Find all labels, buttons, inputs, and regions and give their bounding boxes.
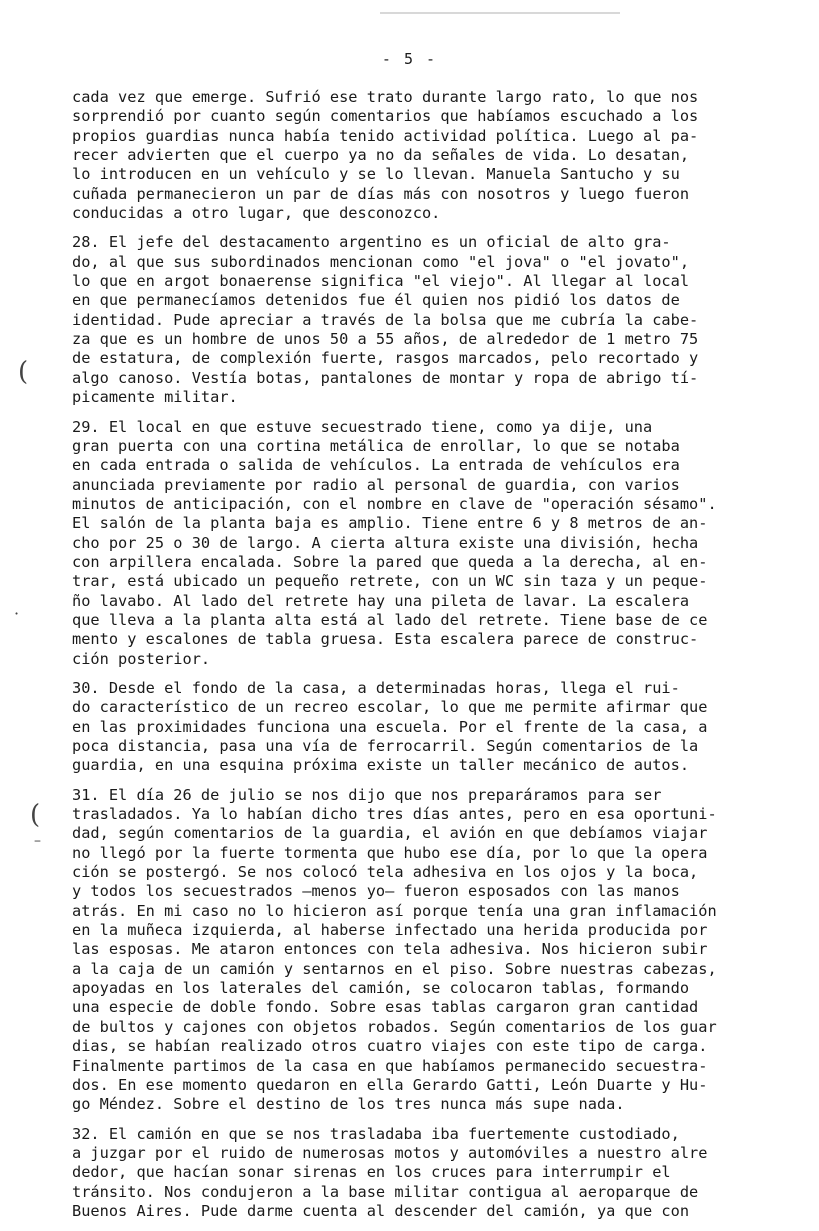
text-line: apoyadas en los laterales del camión, se colocaron tablas, formando [72,979,690,998]
text-line: ción se postergó. Se nos colocó tela adhesiva en los ojos y la boca, [72,863,699,882]
text-line: cuñada permanecieron un par de días más con nosotros y luego fueron [72,184,690,203]
text-line: go Méndez. Sobre el destino de los tres nunca más supe nada. [72,1095,625,1114]
text-line: conducidas a otro lugar, que desconozco. [72,204,441,223]
text-line: las esposas. Me ataron entonces con tela adhesiva. Nos hicieron subir [72,940,708,959]
text-line: de estatura, de complexión fuerte, rasgos marcados, pelo recortado y [72,349,699,368]
text-line: guardia, en una esquina próxima existe un taller mecánico de autos. [72,756,690,775]
text-line: propios guardias nunca había tenido actividad política. Luego al pa- [72,126,699,145]
text-line: una especie de doble fondo. Sobre esas tablas cargaron gran cantidad [72,998,699,1017]
text-line: lo introducen en un vehículo y se lo llevan. Manuela Santucho y su [72,165,680,184]
text-line: con arpillera encalada. Sobre la pared que queda a la derecha, al en- [72,552,708,571]
text-line: El salón de la planta baja es amplio. Tiene entre 6 y 8 metros de an- [72,514,708,533]
text-line: y todos los secuestrados —menos yo— fueron esposados con las manos [72,882,680,901]
text-line: do característico de un recreo escolar, lo que me permite afirmar que [72,698,708,717]
text-line: ción posterior. [72,649,211,668]
margin-dot-mark: · [14,604,20,623]
text-line: 30. Desde el fondo de la casa, a determinadas horas, llega el rui- [72,678,680,697]
text-line: 32. El camión en que se nos trasladaba iba fuertemente custodiado, [72,1124,680,1143]
paragraph [72,679,762,776]
text-line: dedor, que hacían sonar sirenas en los cruces para interrumpir el [72,1163,671,1182]
margin-dash-mark: – [34,833,41,849]
text-line: trar, está ubicado un pequeño retrete, con un WC sin taza y un peque- [72,572,708,591]
text-line: lo que en argot bonaerense significa "el viejo". Al llegar al local [72,272,690,291]
paragraph [72,88,762,223]
text-line: mento y escalones de tabla gruesa. Esta escalera parece de construc- [72,630,699,649]
text-line: algo canoso. Vestía botas, pantalones de montar y ropa de abrigo tí- [72,368,699,387]
scan-artifact [380,12,620,14]
text-line: a juzgar por el ruido de numerosas motos y automóviles a nuestro alre [72,1143,708,1162]
margin-bracket-mark: ( [30,800,41,830]
text-line: do, al que sus subordinados mencionan como "el jova" o "el jovato", [72,252,690,271]
paragraph [72,418,762,669]
margin-bracket-mark: ( [18,357,29,387]
text-line: Buenos Aires. Pude darme cuenta al descender del camión, ya que con [72,1201,690,1220]
text-line: a la caja de un camión y sentarnos en el piso. Sobre nuestras cabezas, [72,959,717,978]
text-line: trasladados. Ya lo habían dicho tres días antes, pero en esa oportuni- [72,805,717,824]
text-line: poca distancia, pasa una vía de ferrocarril. Según comentarios de la [72,737,699,755]
paragraph [72,786,762,1115]
text-line: cho por 25 o 30 de largo. A cierta altura existe una división, hecha [72,533,699,552]
text-line: dias, se habían realizado otros cuatro viajes con este tipo de carga. [72,1037,708,1056]
text-line: ño lavabo. Al lado del retrete hay una pileta de lavar. La escalera [72,591,690,610]
text-line: 29. El local en que estuve secuestrado tiene, como ya dije, una [72,417,653,436]
text-line: gran puerta con una cortina metálica de enrollar, lo que se notaba [72,436,680,455]
text-line: 31. El día 26 de julio se nos dijo que nos preparáramos para ser [72,785,662,804]
paragraph [72,1125,762,1222]
text-line: tránsito. Nos condujeron a la base militar contigua al aeroparque de [72,1182,699,1201]
text-line: dad, según comentarios de la guardia, el avión en que debíamos viajar [72,824,708,843]
text-line: cada vez que emerge. Sufrió ese trato durante largo rato, lo que nos [72,88,699,106]
text-line: za que es un hombre de unos 50 a 55 años, de alrededor de 1 metro 75 [72,330,699,349]
text-line: 28. El jefe del destacamento argentino es un oficial de alto gra- [72,233,671,252]
text-line: dos. En ese momento quedaron en ella Gerardo Gatti, León Duarte y Hu- [72,1075,708,1094]
text-line: en que permanecíamos detenidos fue él quien nos pidió los datos de [72,291,680,310]
page-number: - 5 - [381,50,438,68]
text-line: Finalmente partimos de la casa en que habíamos permanecido secuestra- [72,1056,708,1075]
document-body [72,88,762,1231]
text-line: en cada entrada o salida de vehículos. La entrada de vehículos era [72,456,680,475]
text-line: anunciada previamente por radio al personal de guardia, con varios [72,475,680,494]
paragraph [72,233,762,407]
text-line: recer advierten que el cuerpo ya no da señales de vida. Lo desatan, [72,146,690,165]
text-line: minutos de anticipación, con el nombre en clave de "operación sésamo". [72,494,717,513]
text-line: picamente militar. [72,388,238,407]
text-line: de bultos y cajones con objetos robados. Según comentarios de los guar [72,1017,717,1036]
text-line: atrás. En mi caso no lo hicieron así porque tenía una gran inflamación [72,901,717,920]
text-line: en las proximidades funciona una escuela. Por el frente de la casa, a [72,717,708,736]
text-line: sorprendió por cuanto según comentarios que habíamos escuchado a los [72,107,699,126]
text-line: identidad. Pude apreciar a través de la bolsa que me cubría la cabe- [72,310,699,329]
text-line: no llegó por la fuerte tormenta que hubo ese día, por lo que la opera [72,843,708,862]
text-line: que lleva a la planta alta está al lado del retrete. Tiene base de ce [72,610,708,629]
text-line: en la muñeca izquierda, al haberse infectado una herida producida por [72,921,708,940]
